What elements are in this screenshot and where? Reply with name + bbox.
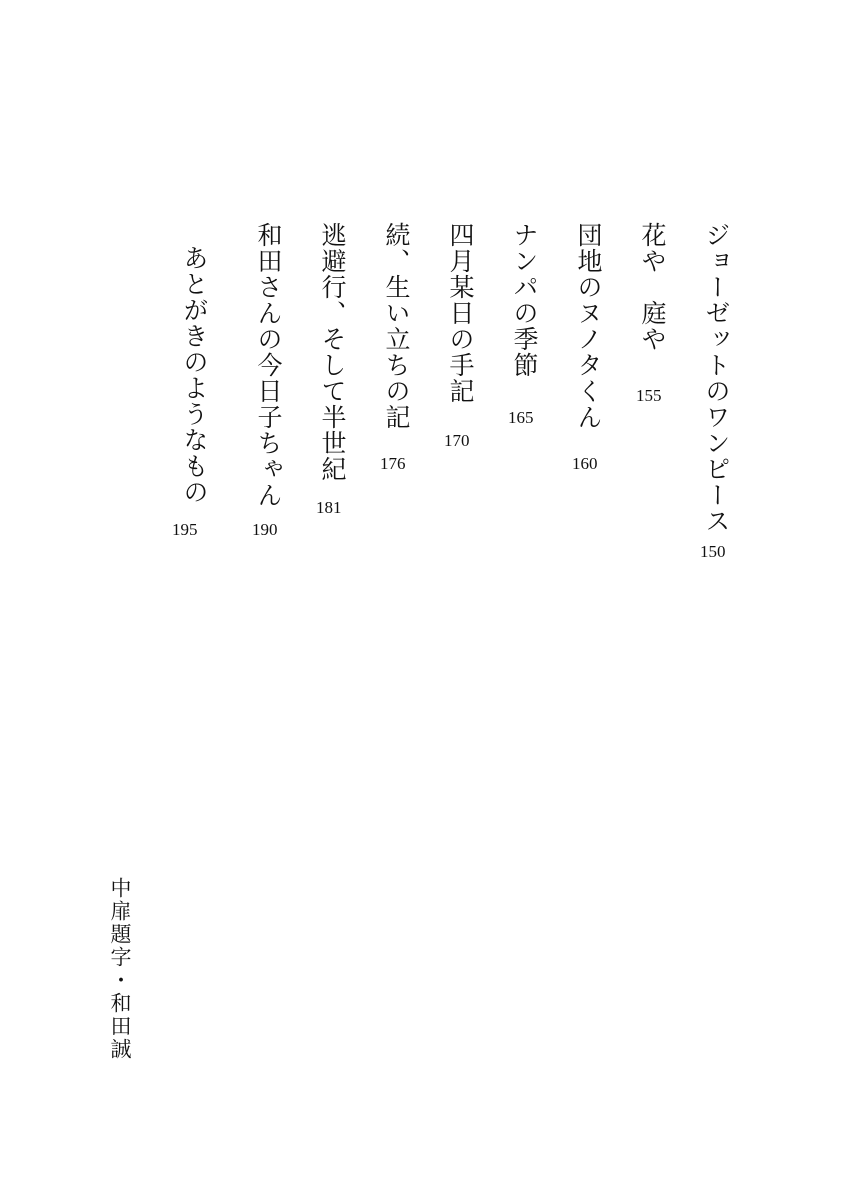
toc-entry-page: 195	[172, 520, 198, 539]
toc-entry	[376, 222, 416, 430]
toc-entry	[696, 222, 736, 534]
toc-entry-page: 170	[444, 431, 470, 450]
toc-entry	[504, 222, 544, 378]
toc-entry-page: 150	[700, 542, 726, 561]
toc-entry-title: ナンパの季節	[510, 222, 539, 378]
toc-entry-page: 160	[572, 454, 598, 473]
toc-entry-page: 176	[380, 454, 406, 473]
toc-entry	[174, 245, 214, 505]
toc-entry	[568, 222, 608, 430]
toc-entry-page: 155	[636, 386, 662, 405]
toc-entry	[632, 222, 672, 352]
credit-text: 中扉題字・和田誠	[108, 877, 132, 1061]
toc-entry-page: 190	[252, 520, 278, 539]
toc-entry-title: 和田さんの今日子ちゃん	[254, 222, 283, 508]
toc-entry-page: 165	[508, 408, 534, 427]
toc-entry	[312, 222, 352, 482]
toc-entry-title: 団地のヌノタくん	[574, 222, 603, 430]
toc-entry	[248, 222, 288, 508]
toc-entry-page: 181	[316, 498, 342, 517]
toc-entry-title: 四月某日の手記	[446, 222, 475, 404]
toc-entry-title: 続、生い立ちの記	[382, 222, 411, 430]
toc-entry	[440, 222, 480, 404]
title-calligraphy-credit	[100, 877, 140, 1061]
toc-entry-title: ジョーゼットのワンピース	[702, 222, 731, 534]
toc-entry-title: 花や 庭や	[638, 222, 667, 352]
toc-entry-title: あとがきのようなもの	[180, 245, 209, 505]
toc-entry-title: 逃避行、そして半世紀	[318, 222, 347, 482]
